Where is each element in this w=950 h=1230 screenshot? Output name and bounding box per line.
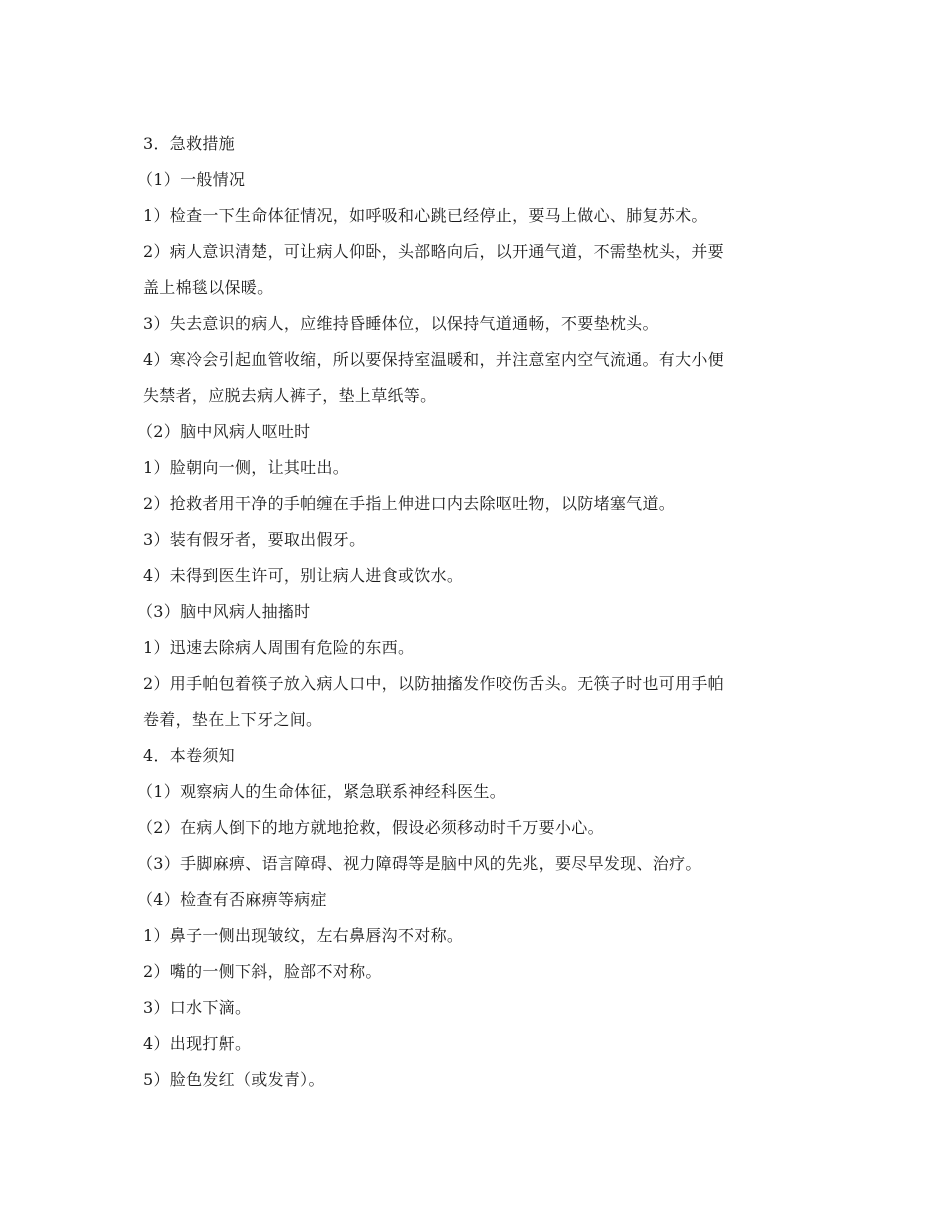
- list-item-continuation: 卷着，垫在上下牙之间。: [143, 710, 323, 729]
- note-item: （3）手脚麻痹、语言障碍、视力障碍等是脑中风的先兆，要尽早发现、治疗。: [137, 854, 702, 873]
- document-body: [137, 126, 808, 1098]
- list-item: 3）口水下滴。: [143, 998, 252, 1017]
- subsection-convulsion: （3）脑中风病人抽搐时: [137, 602, 311, 621]
- list-item: 4）出现打鼾。: [143, 1034, 252, 1053]
- list-item: 5）脸色发红（或发青）。: [143, 1070, 325, 1089]
- section-heading-first-aid: 3．急救措施: [143, 134, 235, 153]
- list-item: 3）装有假牙者，要取出假牙。: [143, 530, 366, 549]
- list-item: 2）抢救者用干净的手帕缠在手指上伸进口内去除呕吐物，以防堵塞气道。: [143, 494, 676, 513]
- subsection-general: （1）一般情况: [137, 170, 246, 189]
- list-item: 4）未得到医生许可，别让病人进食或饮水。: [143, 566, 464, 585]
- note-item: （1）观察病人的生命体征，紧急联系神经科医生。: [137, 782, 507, 801]
- list-item-continuation: 失禁者，应脱去病人裤子，垫上草纸等。: [143, 386, 437, 405]
- list-item: 2）嘴的一侧下斜，脸部不对称。: [143, 962, 382, 981]
- list-item: 2）用手帕包着筷子放入病人口中，以防抽搐发作咬伤舌头。无筷子时也可用手帕: [143, 674, 724, 693]
- subsection-vomiting: （2）脑中风病人呕吐时: [137, 422, 311, 441]
- subsection-paralysis-check: （4）检查有否麻痹等病症: [137, 890, 327, 909]
- list-item: 1）迅速去除病人周围有危险的东西。: [143, 638, 415, 657]
- list-item-continuation: 盖上棉毯以保暖。: [143, 278, 274, 297]
- list-item: 1）鼻子一侧出现皱纹，左右鼻唇沟不对称。: [143, 926, 464, 945]
- list-item: 1）检查一下生命体征情况，如呼吸和心跳已经停止，要马上做心、肺复苏术。: [143, 206, 708, 225]
- list-item: 1）脸朝向一侧，让其吐出。: [143, 458, 350, 477]
- list-item: 3）失去意识的病人，应维持昏睡体位，以保持气道通畅，不要垫枕头。: [143, 314, 659, 333]
- section-heading-notes: 4．本卷须知: [143, 746, 235, 765]
- list-item: 4）寒冷会引起血管收缩，所以要保持室温暖和，并注意室内空气流通。有大小便: [143, 350, 724, 369]
- list-item: 2）病人意识清楚，可让病人仰卧，头部略向后，以开通气道，不需垫枕头，并要: [143, 242, 724, 261]
- note-item: （2）在病人倒下的地方就地抢救，假设必须移动时千万要小心。: [137, 818, 604, 837]
